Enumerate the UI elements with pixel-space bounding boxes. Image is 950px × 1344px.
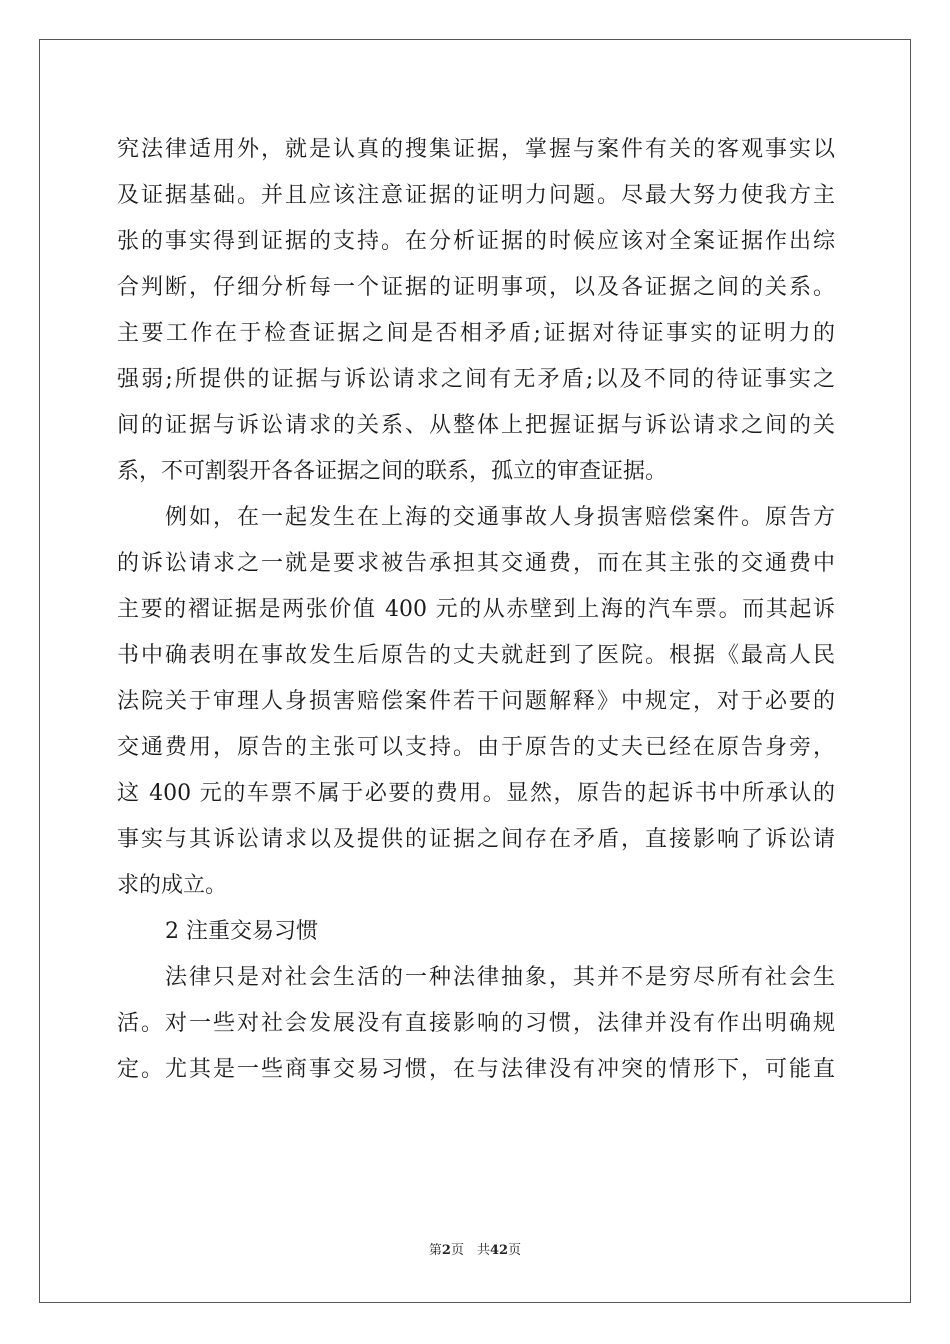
body-line-2: 及证据基础。并且应该注意证据的证明力问题。尽最大努力使我方主	[117, 183, 835, 208]
body-line-11: 主要的褶证据是两张价值 400 元的从赤壁到上海的汽车票。而其起诉	[117, 597, 835, 622]
body-line-21: 定。尤其是一些商事交易习惯，在与法律没有冲突的情形下，可能直	[117, 1057, 835, 1082]
body-line-15: 这 400 元的车票不属于必要的费用。显然，原告的起诉书中所承认的	[117, 781, 835, 806]
body-line-8: 系，不可割裂开各各证据之间的联系，孤立的审查证据。	[117, 459, 668, 484]
document-body	[117, 127, 835, 1093]
footer-suffix: 页	[508, 1243, 522, 1258]
body-line-16: 事实与其诉讼请求以及提供的证据之间存在矛盾，直接影响了诉讼请	[117, 827, 835, 852]
body-line-12: 书中确表明在事故发生后原告的丈夫就赶到了医院。根据《最高人民	[117, 643, 835, 668]
section-heading: 2 注重交易习惯	[165, 919, 318, 944]
body-line-3: 张的事实得到证据的支持。在分析证据的时候应该对全案证据作出综	[117, 229, 835, 254]
body-line-14: 交通费用，原告的主张可以支持。由于原告的丈夫已经在原告身旁，	[117, 735, 835, 760]
body-line-17: 求的成立。	[117, 873, 228, 898]
body-line-9: 例如，在一起发生在上海的交通事故人身损害赔偿案件。原告方	[165, 505, 835, 530]
body-line-7: 间的证据与诉讼请求的关系、从整体上把握证据与诉讼请求之间的关	[117, 413, 835, 438]
page-footer	[0, 1241, 950, 1261]
body-line-4: 合判断，仔细分析每一个证据的证明事项，以及各证据之间的关系。	[117, 275, 835, 300]
body-line-10: 的诉讼请求之一就是要求被告承担其交通费，而在其主张的交通费中	[117, 551, 835, 576]
body-line-6: 强弱;所提供的证据与诉讼请求之间有无矛盾;以及不同的待证事实之	[117, 367, 835, 392]
body-line-1: 究法律适用外，就是认真的搜集证据，掌握与案件有关的客观事实以	[117, 137, 835, 162]
footer-total-pages: 42	[489, 1243, 509, 1258]
body-line-5: 主要工作在于检查证据之间是否相矛盾;证据对待证事实的证明力的	[117, 321, 835, 346]
footer-prefix: 第	[428, 1243, 442, 1258]
body-line-20: 活。对一些对社会发展没有直接影响的习惯，法律并没有作出明确规	[117, 1011, 835, 1036]
body-line-13: 法院关于审理人身损害赔偿案件若干问题解释》中规定，对于必要的	[117, 689, 835, 714]
footer-middle: 页 共	[450, 1243, 490, 1258]
footer-page-number: 2	[441, 1243, 451, 1258]
body-line-19: 法律只是对社会生活的一种法律抽象，其并不是穷尽所有社会生	[165, 965, 835, 990]
